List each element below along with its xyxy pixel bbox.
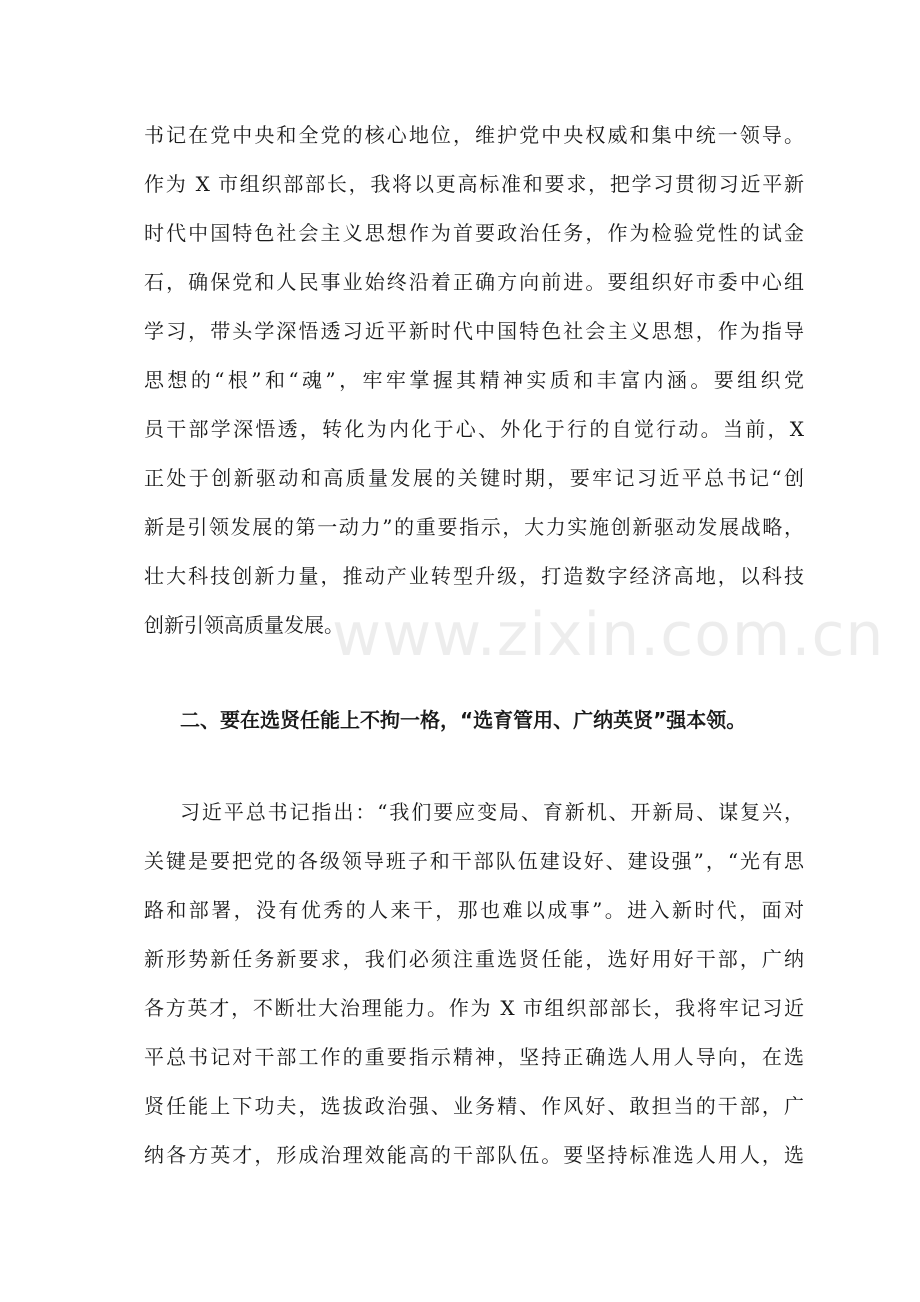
paragraph-line: 平总书记对干部工作的重要指示精神，坚持正确选人用人导向，在选 bbox=[144, 1045, 804, 1069]
paragraph-line: 创新引领高质量发展。 bbox=[144, 613, 344, 637]
paragraph-line: 时代中国特色社会主义思想作为首要政治任务，作为检验党性的试金 bbox=[144, 221, 804, 245]
watermark-text: www.zixin.com.cn bbox=[332, 600, 885, 670]
paragraph-line: 纳各方英才，形成治理效能高的干部队伍。要坚持标准选人用人，选 bbox=[144, 1143, 804, 1167]
paragraph-line: 正处于创新驱动和高质量发展的关键时期，要牢记习近平总书记“创 bbox=[144, 466, 804, 490]
paragraph-line: 壮大科技创新力量，推动产业转型升级，打造数字经济高地，以科技 bbox=[144, 564, 804, 588]
paragraph-line: 石，确保党和人民事业始终沿着正确方向前进。要组织好市委中心组 bbox=[144, 270, 804, 294]
paragraph-line: 书记在党中央和全党的核心地位，维护党中央权威和集中统一领导。 bbox=[144, 123, 804, 147]
paragraph-line: 作为 X 市组织部部长，我将以更高标准和要求，把学习贯彻习近平新 bbox=[144, 172, 804, 196]
paragraph-line: 各方英才，不断壮大治理能力。作为 X 市组织部部长，我将牢记习近 bbox=[144, 996, 804, 1020]
paragraph-line: 习近平总书记指出：“我们要应变局、育新机、开新局、谋复兴， bbox=[180, 800, 804, 824]
paragraph-line: 员干部学深悟透，转化为内化于心、外化于行的自觉行动。当前，X bbox=[144, 417, 804, 441]
paragraph-line: 路和部署，没有优秀的人来干，那也难以成事”。进入新时代，面对 bbox=[144, 898, 804, 922]
section-heading: 二、要在选贤任能上不拘一格，“选育管用、广纳英贤”强本领。 bbox=[180, 708, 747, 732]
paragraph-line: 思想的“根”和“魂”，牢牢掌握其精神实质和丰富内涵。要组织党 bbox=[144, 368, 804, 392]
paragraph-line: 新形势新任务新要求，我们必须注重选贤任能，选好用好干部，广纳 bbox=[144, 947, 804, 971]
paragraph-line: 新是引领发展的第一动力”的重要指示，大力实施创新驱动发展战略， bbox=[144, 515, 804, 539]
paragraph-line: 关键是要把党的各级领导班子和干部队伍建设好、建设强”，“光有思 bbox=[144, 849, 804, 873]
paragraph-line: 贤任能上下功夫，选拔政治强、业务精、作风好、敢担当的干部，广 bbox=[144, 1094, 804, 1118]
paragraph-line: 学习，带头学深悟透习近平新时代中国特色社会主义思想，作为指导 bbox=[144, 319, 804, 343]
